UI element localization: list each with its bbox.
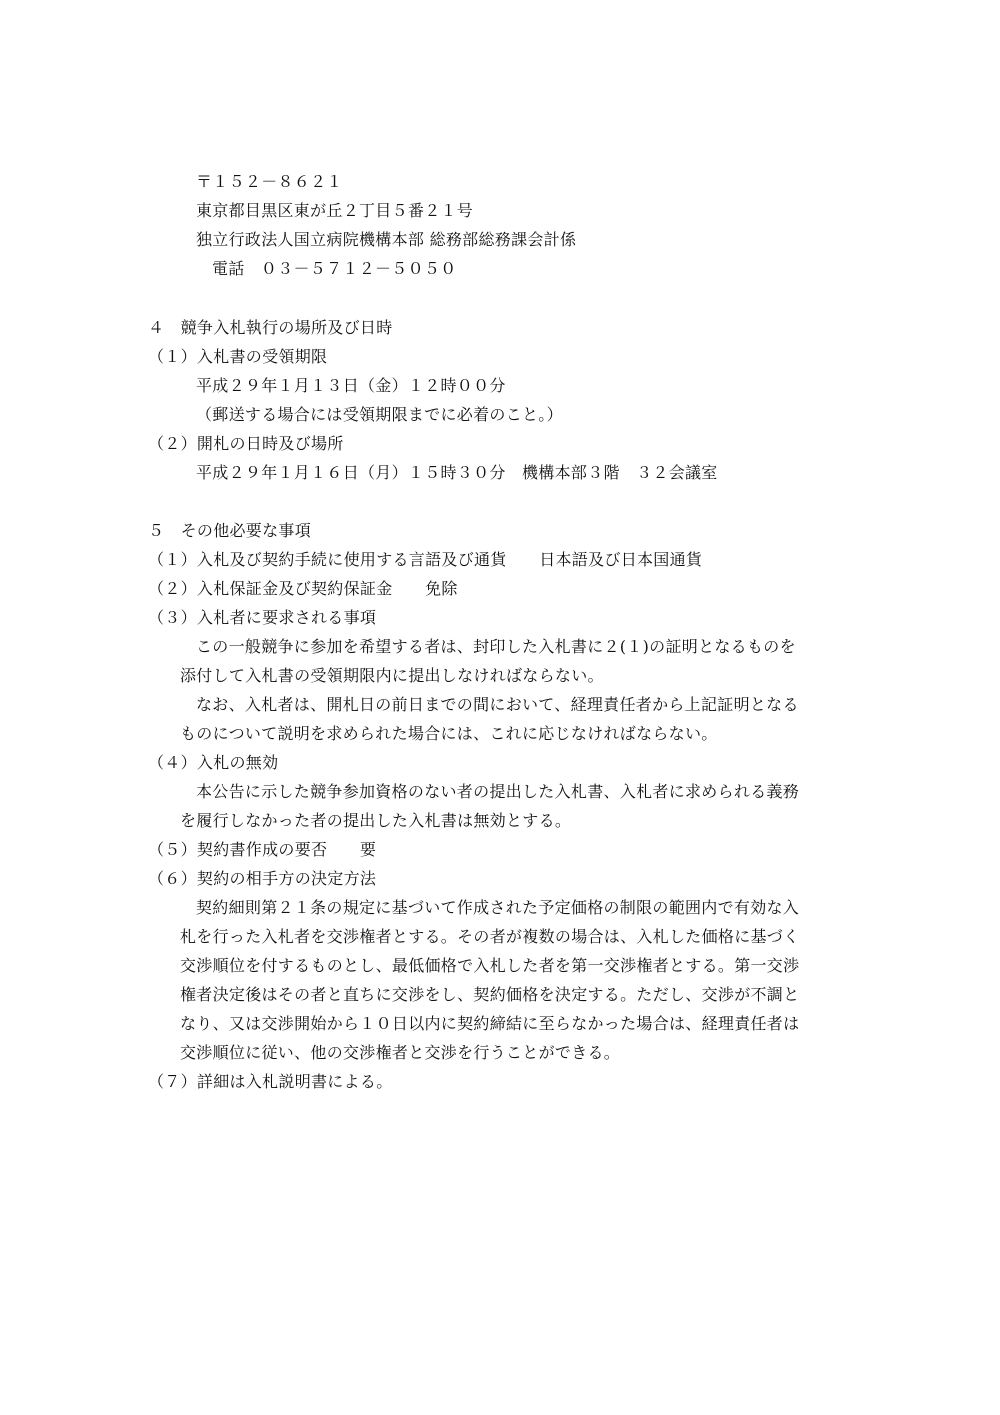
section-5-item-4-label: （４）入札の無効 xyxy=(148,753,279,772)
paragraph-line: 交渉順位を付するものとし、最低価格で入札した者を第一交渉権者とする。第一交渉 xyxy=(180,956,800,975)
paragraph-line: を履行しなかった者の提出した入札書は無効とする。 xyxy=(180,811,572,830)
paragraph-line: 添付して入札書の受領期限内に提出しなければならない。 xyxy=(180,666,604,685)
section-5-heading: ５ その他必要な事項 xyxy=(148,521,312,540)
paragraph-line: ものについて説明を求められた場合には、これに応じなければならない。 xyxy=(180,724,718,743)
section-4-item-1-note: （郵送する場合には受領期限までに必着のこと。） xyxy=(196,405,563,424)
postal-code: 〒１５２－８６２１ xyxy=(196,172,343,191)
section-5-item-6-label: （６）契約の相手方の決定方法 xyxy=(148,869,377,888)
paragraph-line: なり、又は交渉開始から１０日以内に契約締結に至らなかった場合は、経理責任者は xyxy=(180,1014,800,1033)
section-5-item-5: （５）契約書作成の要否 要 xyxy=(148,840,377,859)
paragraph-line: 権者決定後はその者と直ちに交渉をし、契約価格を決定する。ただし、交渉が不調と xyxy=(180,985,800,1004)
section-5-item-2: （２）入札保証金及び契約保証金 免除 xyxy=(148,579,458,598)
paragraph-line: 本公告に示した競争参加資格のない者の提出した入札書、入札者に求められる義務 xyxy=(196,782,800,801)
street-address: 東京都目黒区東が丘２丁目５番２１号 xyxy=(196,201,474,220)
paragraph-line: 契約細則第２１条の規定に基づいて作成された予定価格の制限の範囲内で有効な入 xyxy=(196,898,800,917)
section-5-item-1: （１）入札及び契約手続に使用する言語及び通貨 日本語及び日本国通貨 xyxy=(148,550,703,569)
section-4-heading: ４ 競争入札執行の場所及び日時 xyxy=(148,318,393,337)
section-5-item-3-label: （３）入札者に要求される事項 xyxy=(148,608,377,627)
paragraph-line: 札を行った入札者を交渉権者とする。その者が複数の場合は、入札した価格に基づく xyxy=(180,927,800,946)
section-4-item-1-line: 平成２９年１月１３日（金）１２時００分 xyxy=(196,376,506,395)
paragraph-line: この一般競争に参加を希望する者は、封印した入札書に２(１)の証明となるものを xyxy=(196,637,796,656)
section-4-item-2-label: （２）開札の日時及び場所 xyxy=(148,434,344,453)
paragraph-line: 交渉順位に従い、他の交渉権者と交渉を行うことができる。 xyxy=(180,1043,621,1062)
section-4-item-2-line: 平成２９年１月１６日（月）１５時３０分 機構本部３階 ３２会議室 xyxy=(196,463,718,482)
section-4-item-1-label: （１）入札書の受領期限 xyxy=(148,347,328,366)
paragraph-line: なお、入札者は、開札日の前日までの間において、経理責任者から上記証明となる xyxy=(196,695,799,714)
organization-name: 独立行政法人国立病院機構本部 総務部総務課会計係 xyxy=(196,230,577,249)
section-5-item-7: （７）詳細は入札説明書による。 xyxy=(148,1072,393,1091)
phone-number: 電話 ０３－５７１２－５０５０ xyxy=(212,259,457,278)
